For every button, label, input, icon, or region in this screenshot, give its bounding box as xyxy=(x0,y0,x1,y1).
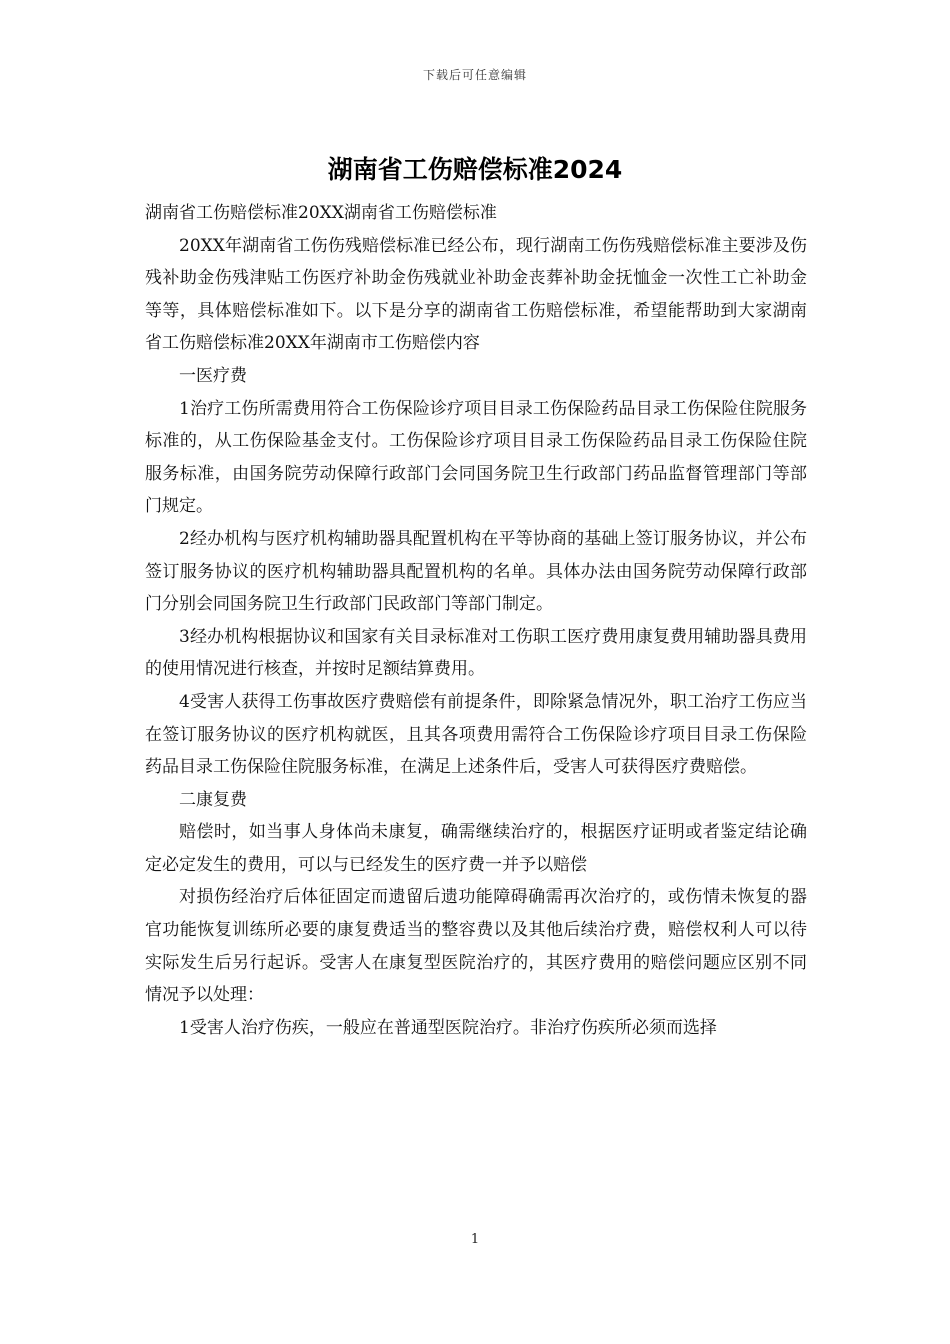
paragraph-medical-1: 1治疗工伤所需费用符合工伤保险诊疗项目目录工伤保险药品目录工伤保险住院服务标准的，从工伤保险基金支付。工伤保险诊疗项目目录工伤保险药品目录工伤保险住院服务标准，由国务院劳动保障行政部门会同国务院卫生行政部门药品监督管理部门等部门规定。 xyxy=(145,398,807,517)
page-number: 1 xyxy=(470,1232,480,1247)
section-heading-rehab: 二康复费 xyxy=(179,789,247,810)
intro-line: 湖南省工伤赔偿标准20XX湖南省工伤赔偿标准 xyxy=(145,203,497,223)
document-title: 湖南省工伤赔偿标准2024 xyxy=(327,155,623,184)
paragraph-medical-3: 3经办机构根据协议和国家有关目录标准对工伤职工医疗费用康复费用辅助器具费用的使用情况进行核查，并按时足额结算费用。 xyxy=(145,626,807,680)
paragraph-rehab-2: 对损伤经治疗后体征固定而遗留后遗功能障碍确需再次治疗的，或伤情未恢复的器官功能恢复训练所必要的康复费适当的整容费以及其他后续治疗费，赔偿权利人可以待实际发生后另行起诉。受害人在康复型医院治疗的，其医疗费用的赔偿问题应区别不同情况予以处理： xyxy=(145,887,807,1006)
document-body xyxy=(145,197,807,1044)
paragraph-medical-2: 2经办机构与医疗机构辅助器具配置机构在平等协商的基础上签订服务协议，并公布签订服务协议的医疗机构辅助器具配置机构的名单。具体办法由国务院劳动保障行政部门分别会同国务院卫生行政部门民政部门等部门制定。 xyxy=(145,528,807,615)
header-note: 下载后可任意编辑 xyxy=(422,68,527,82)
paragraph-rehab-1: 赔偿时，如当事人身体尚未康复，确需继续治疗的，根据医疗证明或者鉴定结论确定必定发生的费用，可以与已经发生的医疗费一并予以赔偿 xyxy=(145,822,807,875)
paragraph-rehab-3: 1受害人治疗伤疾，一般应在普通型医院治疗。非治疗伤疾所必须而选择 xyxy=(179,1017,717,1038)
paragraph-overview: 20XX年湖南省工伤伤残赔偿标准已经公布，现行湖南工伤伤残赔偿标准主要涉及伤残补助金伤残津贴工伤医疗补助金伤残就业补助金丧葬补助金抚恤金一次性工亡补助金等等，具体赔偿标准如下。以下是分享的湖南省工伤赔偿标准，希望能帮助到大家湖南省工伤赔偿标准20XX年湖南市工伤赔偿内容 xyxy=(145,235,807,354)
section-heading-medical: 一医疗费 xyxy=(179,365,247,386)
paragraph-medical-4: 4受害人获得工伤事故医疗费赔偿有前提条件，即除紧急情况外，职工治疗工伤应当在签订服务协议的医疗机构就医，且其各项费用需符合工伤保险诊疗项目目录工伤保险药品目录工伤保险住院服务标准，在满足上述条件后，受害人可获得医疗费赔偿。 xyxy=(145,691,807,778)
